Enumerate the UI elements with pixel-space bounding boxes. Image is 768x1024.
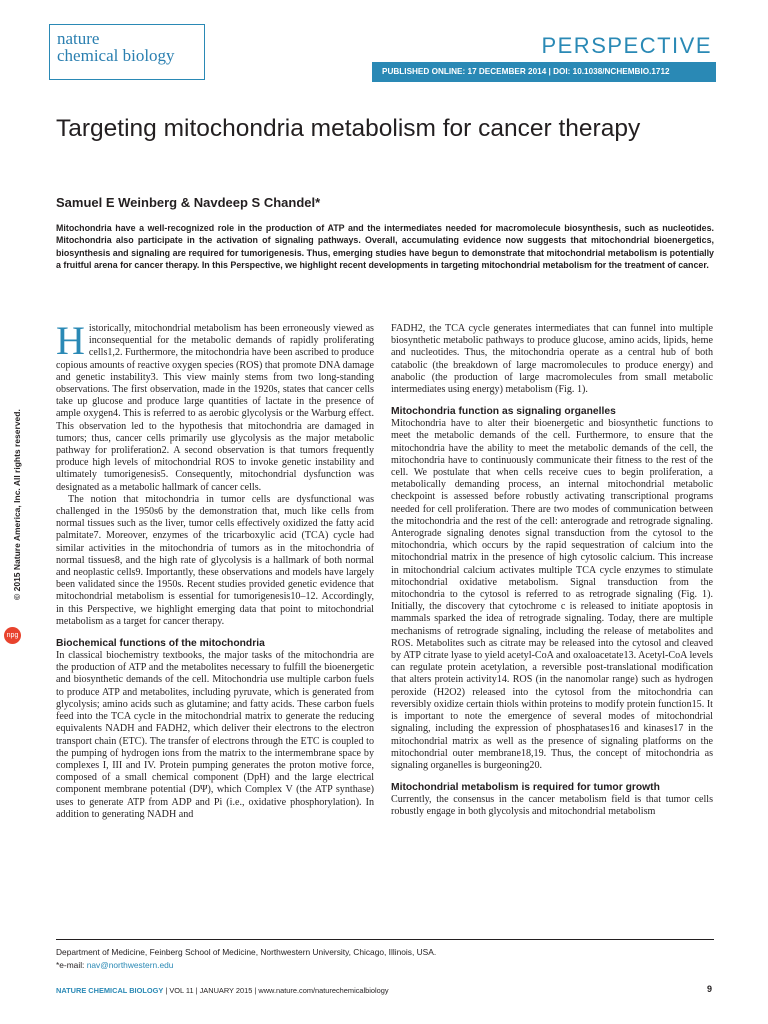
paragraph: Historically, mitochondrial metabolism has been erroneously viewed as inconsequential for the metabolic demands of rapidly proliferating cells1,2. Furthermore, the mitochondria have been ascribed to produce copious amounts of reactive oxygen species (ROS) that promote DNA damage and genetic instability3. This view mainly stems from two long-standing observations. The first observation, made in the 1920s, states that cancer cells take up glucose and produce large quantities of lactate in the presence of ample oxygen4. This is referred to as aerobic glycolysis or the Warburg effect. This observation led to the hypothesis that mitochondria are damaged in tumors; thus, cancer cells primarily use glycolysis as the major metabolic pathway for proliferation2. A second observation is that tumors frequently produce high levels of mitochondrial ROS to invoke genetic instability and ultimately tumorigenesis5. Consequently, mitochondrial dysfunction was designated as a metabolic hallmark of cancer cells. — [56, 318, 374, 493]
page-number: 9 — [706, 984, 712, 994]
affiliation: Department of Medicine, Feinberg School of Medicine, Northwestern University, Chicago, Illinois, USA. — [56, 947, 437, 957]
email-link[interactable]: nav@northwestern.edu — [86, 960, 174, 970]
doi: DOI: 10.1038/NCHEMBIO.1712 — [553, 67, 670, 76]
npg-logo: npg — [4, 627, 21, 644]
abstract: Mitochondria have a well-recognized role in the production of ATP and the intermediates needed for macromolecule biosynthesis, such as nucleotides. Mitochondria also participate in the activation of signaling pathways. Overall, accumulating evidence now suggests that mitochondrial bioenergetics, biosynthesis and signaling are required for tumorigenesis. Thus, emerging studies have begun to demonstrate that mitochondrial metabolism is potentially a fruitful arena for cancer therapy. In this Perspective, we highlight recent developments in targeting mitochondrial metabolism for the treatment of cancer. — [56, 223, 714, 271]
footnote-rule — [56, 939, 714, 940]
article-title: Targeting mitochondria metabolism for cancer therapy — [56, 115, 641, 142]
section-heading: Mitochondrial metabolism is required for tumor growth — [391, 782, 660, 794]
paragraph: The notion that mitochondria in tumor cells are dysfunctional was challenged in the 1950s6 by the demonstration that, much like cells from normal tissues such as the liver, tumor cells effectively oxidized the fatty acid palmitate7. Moreover, enzymes of the tricarboxylic acid (TCA) cycle had similar activities in the mitochondria of tumors as in the mitochondria of normal tissues8, and the high rate of glycolysis is a hallmark of both normal and neoplastic cells9. Importantly, these observations and models have largely been validated since the 1950s. Recent studies provided genetic evidence that mitochondrial metabolism is essential for tumorigenesis10–12. Accordingly, in this Perspective, we highlight emerging data that point to mitochondrial metabolism as a target for cancer therapy. — [56, 493, 374, 627]
footer-journal: NATURE CHEMICAL BIOLOGY — [56, 986, 164, 995]
copyright-text: © 2015 Nature America, Inc. All rights reserved. — [12, 409, 22, 600]
section-label: PERSPECTIVE — [541, 33, 712, 58]
page-footer — [56, 986, 714, 995]
journal-logo-line1: nature — [57, 29, 100, 48]
affiliation-block — [56, 946, 436, 972]
drop-cap: H — [56, 318, 85, 363]
journal-logo-line2: chemical biology — [57, 46, 175, 65]
paragraph: Mitochondria have to alter their bioenergetic and biosynthetic functions to meet the metabolic demands of the cell. Furthermore, to ensure that the mitochondria have the ability to meet the metabolic demands of the cell, the mitochondria have to continuously communicate their fitness to the rest of the cell. We postulate that when cells receive cues to begin proliferation, a metabolically demanding process, an internal mitochondrial metabolic checkpoint is assessed before robustly activating transcriptional programs needed for cell proliferation. There are two modes of communication between the mitochondria and the rest of the cell: anterograde and retrograde signaling. Anterograde signaling denotes signal transduction from the cytosol to the mitochondria, which occurs by the rapid sequestration of calcium into the mitochondrial matrix in the presence of high cytosolic calcium. This increase in mitochondrial calcium activates multiple TCA cycle enzymes to stimulate mitochondrial oxidative metabolism. Signal transduction from the mitochondria to the cytosol is referred to as retrograde signaling (Fig. 1). Initially, the discovery that cytochrome c is released to initiate apoptosis in mammals sparked the idea of retrograde signaling. Today, there are multiple mechanisms of retrograde signaling, including the release of metabolites and ROS. Metabolites such as citrate may be released into the cytosol and cleaved by ATP citrate lyase to yield acetyl-CoA and oxaloacetate13. Acetyl-CoA levels can regulate protein acetylation, a reversible post-translational modification that alters protein activity14. ROS (in the nanomolar range) such as hydrogen peroxide (H2O2) released into the cytosol from the mitochondria can reversibly oxidize certain thiols within proteins to modify protein function15. It is important to note the emergence of several modes of mitochondrial signaling, including the expression of phosphatases16 and kinases17 in the mitochondrial matrix as well as the presence of signaling platforms on the mitochondrial outer membrane18,19. Thus, the concept of mitochondria as signaling organelles is burgeoning20. — [391, 418, 713, 771]
paragraph: In classical biochemistry textbooks, the major tasks of the mitochondria are the production of ATP and the metabolites necessary to fulfill the bioenergetic and biosynthetic demands of the cell. Mitochondria use multiple carbon fuels to produce ATP and metabolites, including pyruvate, which is generated from glycolysis; amino acids such as glutamine; and fatty acids. These carbon fuels feed into the TCA cycle in the mitochondrial matrix to generate the reducing equivalents NADH and FADH2, which deliver their electrons to the electron transport chain (ETC). The transfer of electrons through the ETC is coupled to the pumping of hydrogen ions from the matrix to the intermembrane space by complexes I, III and IV. Protein pumping generates the proton motive force, composed of a small chemical component (DpH) and the large electrical component membrane potential (DΨ), which Complex V (the ATP synthase) uses to generate ATP from ADP and Pi (i.e., oxidative phosphorylation). In addition to generating NADH and — [56, 650, 374, 820]
journal-logo — [49, 24, 205, 80]
text-column-right — [391, 323, 713, 819]
footer-issue: | VOL 11 | JANUARY 2015 | www.nature.com/naturechemicalbiology — [163, 986, 389, 995]
paragraph: Currently, the consensus in the cancer metabolism field is that tumor cells robustly engage in both glycolysis and mitochondrial metabolism — [391, 794, 713, 818]
section-heading: Biochemical functions of the mitochondria — [56, 638, 265, 650]
paragraph: FADH2, the TCA cycle generates intermediates that can funnel into multiple biosynthetic metabolic pathways to produce glucose, amino acids, lipids, heme and nucleotides. Thus, the mitochondria operate as a central hub of both catabolic (the breakdown of large macromolecules to produce energy) and anabolic (the production of large macromolecules from small metabolic intermediates using energy) metabolism (Fig. 1). — [391, 323, 713, 396]
email-line: *e-mail: nav@northwestern.edu — [56, 960, 174, 970]
text-column-left — [56, 318, 374, 821]
publication-bar: PUBLISHED ONLINE: 17 DECEMBER 2014 | DOI: 10.1038/NCHEMBIO.1712 — [372, 62, 716, 82]
published-date: PUBLISHED ONLINE: 17 DECEMBER 2014 — [382, 67, 547, 76]
section-heading: Mitochondria function as signaling organelles — [391, 406, 616, 418]
article-authors: Samuel E Weinberg & Navdeep S Chandel* — [56, 195, 321, 210]
copyright-sidebar — [2, 380, 24, 600]
